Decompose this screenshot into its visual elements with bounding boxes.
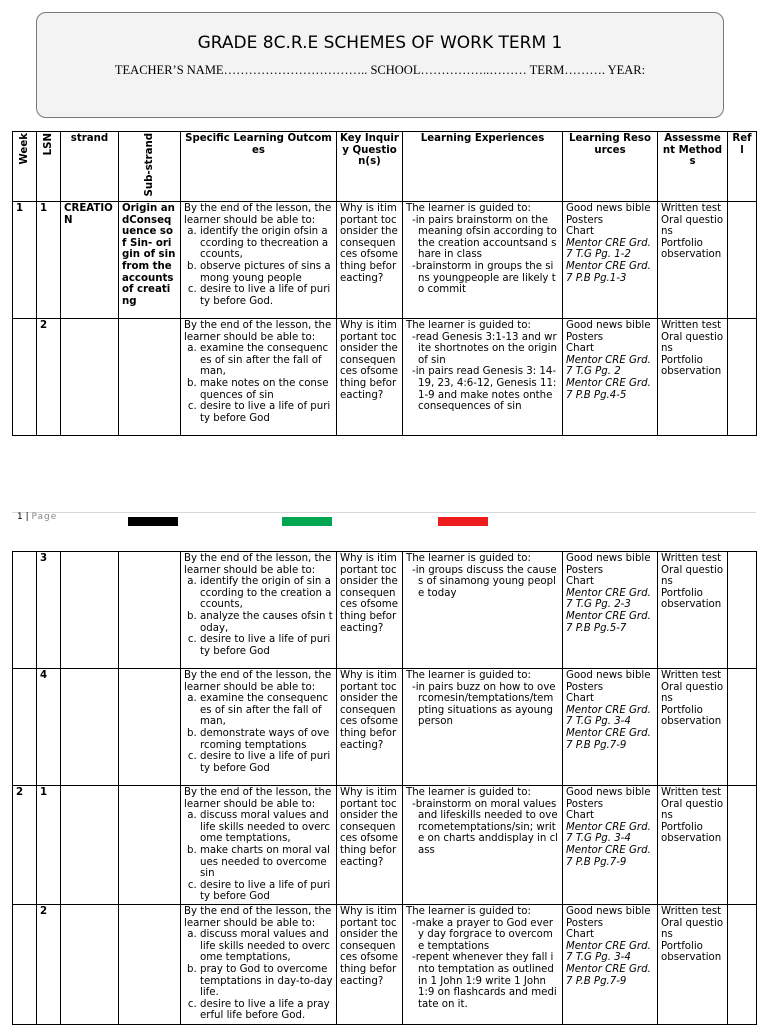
col-outcomes: Specific Learning Outcomes	[181, 132, 337, 202]
footer-black-bar	[128, 517, 178, 526]
assessment-item: Written test	[661, 670, 722, 681]
week-cell	[13, 319, 37, 436]
outcome-item: b. make charts on moral values needed to overcome sin	[200, 845, 333, 880]
experiences-cell	[403, 319, 563, 436]
resource-item: Good news bible	[566, 905, 651, 917]
outcome-item: c. desire to live a life of purity before God.	[200, 284, 333, 307]
assessment-cell	[658, 319, 728, 436]
substrand-cell	[119, 669, 181, 786]
outcomes-list	[184, 929, 333, 1022]
experiences-list	[406, 565, 559, 600]
outcome-item: a. identify the origin ofsin according to thecreation accounts,	[200, 226, 333, 261]
outcomes-cell	[181, 786, 337, 905]
outcome-item: c. desire to live a life of purity before God	[200, 634, 333, 657]
assessment-item: Portfolio	[661, 587, 703, 599]
footer-divider	[12, 512, 756, 513]
lesson-cell: 1	[37, 202, 61, 319]
resource-book-ref: Mentor CRE Grd.7 T.G Pg. 1-2	[566, 237, 651, 261]
resource-item: Posters	[566, 917, 604, 929]
teacher-info-line: TEACHER’S NAME…………………………….. SCHOOL……………..……… TERM………. YEAR:	[114, 63, 646, 77]
scheme-table-1	[12, 131, 757, 436]
assessment-item: observation	[661, 716, 722, 728]
experiences-list	[406, 332, 559, 413]
experience-item: - read Genesis 3:1-13 and write shortnotes on the origin of sin	[406, 332, 559, 367]
outcome-item: c. desire to live a life a prayerful life before God.	[200, 999, 333, 1022]
assessment-cell	[658, 904, 728, 1024]
experiences-cell	[403, 904, 563, 1024]
assessment-item: observation	[661, 833, 722, 845]
week-cell	[13, 552, 37, 669]
resources-cell	[563, 904, 658, 1024]
resource-book-ref: Mentor CRE Grd.7 P.B Pg.4-5	[566, 378, 651, 401]
assessment-item: Oral questions	[661, 917, 724, 941]
experiences-list	[406, 918, 559, 1011]
experience-item: - in groups discuss the causes of sinamong young people today	[406, 565, 559, 600]
assessment-item: Portfolio	[661, 237, 703, 249]
assessment-cell	[658, 786, 728, 905]
outcomes-intro: By the end of the lesson, the learner should be able to:	[184, 905, 332, 929]
outcome-item: c. desire to live a life of purity before God	[200, 880, 333, 903]
experience-item: - in pairs buzz on how to overcomesin/temptations/tempting situations as ayoung person	[406, 682, 559, 728]
assessment-item: observation	[661, 249, 722, 261]
outcomes-cell	[181, 669, 337, 786]
resource-book-ref: Mentor CRE Grd.7 P.B Pg.7-9	[566, 727, 651, 751]
resource-item: Chart	[566, 929, 594, 941]
outcomes-cell	[181, 552, 337, 669]
page-number: 1 | Page	[17, 512, 58, 522]
resource-item: Good news bible	[566, 670, 651, 681]
outcome-item: a. identify the origin of sin according to the creation accounts,	[200, 576, 333, 611]
col-assessment: Assessment Methods	[658, 132, 728, 202]
experiences-cell	[403, 552, 563, 669]
assessment-item: Written test	[661, 203, 722, 215]
reflection-cell	[728, 669, 757, 786]
table-row	[13, 669, 757, 786]
experiences-list	[406, 682, 559, 728]
resources-cell	[563, 669, 658, 786]
experience-item: - in pairs brainstorm on the meaning ofsin according to the creation accountsand share in class	[406, 215, 559, 261]
outcomes-list	[184, 226, 333, 307]
outcome-item: c. desire to live a life of purity before God	[200, 751, 333, 774]
table-row	[13, 319, 757, 436]
assessment-item: Oral questions	[661, 681, 724, 705]
resource-item: Chart	[566, 226, 594, 238]
assessment-item: Written test	[661, 787, 722, 798]
resource-item: Posters	[566, 681, 604, 693]
week-cell: 2	[13, 786, 37, 905]
outcome-item: b. pray to God to overcome temptations in day-to-day life.	[200, 964, 333, 999]
resource-item: Good news bible	[566, 787, 651, 798]
strand-cell	[61, 669, 119, 786]
page-title: GRADE 8C.R.E SCHEMES OF WORK TERM 1	[197, 33, 563, 53]
reflection-cell	[728, 904, 757, 1024]
experiences-intro: The learner is guided to:	[406, 203, 531, 215]
footer-green-bar	[282, 517, 332, 526]
outcome-item: b. observe pictures of sins among young people	[200, 261, 333, 284]
strand-cell	[61, 786, 119, 905]
assessment-item: Portfolio	[661, 704, 703, 716]
table-row	[13, 552, 757, 669]
resource-book-ref: Mentor CRE Grd.7 P.B Pg.1-3	[566, 261, 651, 284]
resources-cell	[563, 202, 658, 319]
resources-cell	[563, 319, 658, 436]
outcome-item: b. make notes on the consequences of sin	[200, 378, 333, 401]
assessment-item: Oral questions	[661, 564, 724, 588]
outcomes-list	[184, 693, 333, 774]
experiences-intro: The learner is guided to:	[406, 670, 531, 681]
lesson-cell: 1	[37, 786, 61, 905]
experience-item: - in pairs read Genesis 3: 14-19, 23, 4:6-12, Genesis 11:1-9 and make notes onthe consequences of sin	[406, 366, 559, 412]
resource-book-ref: Mentor CRE Grd.7 P.B Pg.5-7	[566, 610, 651, 634]
resource-book-ref: Mentor CRE Grd.7 T.G Pg. 3-4	[566, 940, 651, 964]
outcome-item: b. demonstrate ways of overcoming temptations	[200, 728, 333, 751]
assessment-item: Portfolio	[661, 940, 703, 952]
experiences-list	[406, 215, 559, 296]
table-row	[13, 786, 757, 905]
outcomes-list	[184, 810, 333, 903]
resource-item: Posters	[566, 331, 604, 343]
week-cell: 1	[13, 202, 37, 319]
col-key-question: Key Inquiry Question(s)	[337, 132, 403, 202]
resource-book-ref: Mentor CRE Grd.7 P.B Pg.7-9	[566, 844, 651, 868]
experiences-cell	[403, 202, 563, 319]
resource-book-ref: Mentor CRE Grd.7 T.G Pg. 2-3	[566, 587, 651, 611]
substrand-cell	[119, 552, 181, 669]
resource-item: Chart	[566, 343, 594, 355]
outcomes-cell	[181, 319, 337, 436]
table-row	[13, 904, 757, 1024]
reflection-cell	[728, 319, 757, 436]
assessment-item: Written test	[661, 905, 722, 917]
outcomes-intro: By the end of the lesson, the learner should be able to:	[184, 553, 332, 576]
experiences-cell	[403, 786, 563, 905]
substrand-cell: Origin andConsequence sof Sin- origin of sin from the accounts of creating	[119, 202, 181, 319]
outcome-item: a. examine the consequences of sin after the fall of man,	[200, 343, 333, 378]
assessment-cell	[658, 202, 728, 319]
resource-item: Chart	[566, 693, 594, 705]
strand-cell	[61, 319, 119, 436]
experiences-intro: The learner is guided to:	[406, 905, 531, 917]
table-row	[13, 202, 757, 319]
assessment-item: Written test	[661, 320, 722, 332]
experience-item: - make a prayer to God every day forgrace to overcome temptations	[406, 918, 559, 953]
substrand-cell	[119, 904, 181, 1024]
assessment-item: Oral questions	[661, 214, 724, 238]
footer-red-bar	[438, 517, 488, 526]
resource-item: Chart	[566, 810, 594, 822]
resource-item: Good news bible	[566, 553, 651, 564]
assessment-item: observation	[661, 599, 722, 611]
resource-item: Good news bible	[566, 203, 651, 215]
experiences-intro: The learner is guided to:	[406, 553, 531, 564]
experiences-intro: The learner is guided to:	[406, 787, 531, 798]
assessment-item: Oral questions	[661, 331, 724, 355]
outcomes-list	[184, 576, 333, 657]
resource-item: Posters	[566, 798, 604, 810]
key-question-cell: Why is itimportant toconsider theconsequences ofsomething beforeacting?	[337, 552, 403, 669]
lesson-cell: 4	[37, 669, 61, 786]
experiences-cell	[403, 669, 563, 786]
assessment-item: Portfolio	[661, 821, 703, 833]
outcome-item: a. examine the consequences of sin after the fall of man,	[200, 693, 333, 728]
key-question-cell: Why is itimportant toconsider theconsequences ofsomething beforeacting?	[337, 904, 403, 1024]
substrand-cell	[119, 786, 181, 905]
outcomes-cell	[181, 904, 337, 1024]
table-header-row	[13, 132, 757, 202]
outcome-item: a. discuss moral values and life skills needed to overcome temptations,	[200, 929, 333, 964]
col-resources: Learning Resources	[563, 132, 658, 202]
experience-item: - brainstorm in groups the sins youngpeople are likely to commit	[406, 261, 559, 296]
assessment-item: observation	[661, 366, 722, 378]
header-box	[36, 12, 724, 118]
col-reflection: Refl	[728, 132, 757, 202]
resource-item: Chart	[566, 576, 594, 588]
col-substrand: Sub-strand	[119, 132, 181, 202]
resources-cell	[563, 786, 658, 905]
lesson-cell: 2	[37, 904, 61, 1024]
resource-book-ref: Mentor CRE Grd.7 T.G Pg. 3-4	[566, 821, 651, 845]
resource-book-ref: Mentor CRE Grd.7 P.B Pg.7-9	[566, 963, 651, 987]
lesson-cell: 3	[37, 552, 61, 669]
strand-cell: CREATION	[61, 202, 119, 319]
reflection-cell	[728, 202, 757, 319]
col-week: Week	[13, 132, 37, 202]
assessment-item: Written test	[661, 553, 722, 564]
assessment-item: Portfolio	[661, 354, 703, 366]
resource-book-ref: Mentor CRE Grd.7 T.G Pg. 2	[566, 354, 651, 378]
resource-book-ref: Mentor CRE Grd.7 T.G Pg. 3-4	[566, 704, 651, 728]
experiences-intro: The learner is guided to:	[406, 320, 531, 332]
resources-cell	[563, 552, 658, 669]
key-question-cell: Why is itimportant toconsider theconsequences ofsomething beforeacting?	[337, 319, 403, 436]
outcomes-cell	[181, 202, 337, 319]
key-question-cell: Why is itimportant toconsider theconsequences ofsomething beforeacting?	[337, 786, 403, 905]
reflection-cell	[728, 552, 757, 669]
outcomes-intro: By the end of the lesson, the learner should be able to:	[184, 670, 332, 693]
lesson-cell: 2	[37, 319, 61, 436]
scheme-table-2	[12, 551, 757, 1025]
experiences-list	[406, 799, 559, 857]
resource-item: Posters	[566, 214, 604, 226]
strand-cell	[61, 552, 119, 669]
assessment-cell	[658, 552, 728, 669]
outcomes-list	[184, 343, 333, 424]
outcome-item: c. desire to live a life of purity before God	[200, 401, 333, 424]
assessment-item: Oral questions	[661, 798, 724, 822]
experience-item: - repent whenever they fall into temptation as outlined in 1 John 1:9 write 1 John 1:9 on flashcards and meditate on it.	[406, 952, 559, 1010]
outcomes-intro: By the end of the lesson, the learner should be able to:	[184, 787, 332, 810]
assessment-cell	[658, 669, 728, 786]
substrand-cell	[119, 319, 181, 436]
col-experiences: Learning Experiences	[403, 132, 563, 202]
strand-cell	[61, 904, 119, 1024]
outcome-item: b. analyze the causes ofsin today,	[200, 611, 333, 634]
reflection-cell	[728, 786, 757, 905]
resource-item: Posters	[566, 564, 604, 576]
key-question-cell: Why is itimportant toconsider theconsequences ofsomething beforeacting?	[337, 202, 403, 319]
outcomes-intro: By the end of the lesson, the learner should be able to:	[184, 203, 332, 226]
col-strand: strand	[61, 132, 119, 202]
col-lsn: LSN	[37, 132, 61, 202]
outcomes-intro: By the end of the lesson, the learner should be able to:	[184, 320, 332, 343]
week-cell	[13, 904, 37, 1024]
key-question-cell: Why is itimportant toconsider theconsequences ofsomething beforeacting?	[337, 669, 403, 786]
outcome-item: a. discuss moral values and life skills needed to overcome temptations,	[200, 810, 333, 845]
week-cell	[13, 669, 37, 786]
assessment-item: observation	[661, 952, 722, 964]
resource-item: Good news bible	[566, 320, 651, 332]
experience-item: - brainstorm on moral values and lifeskills needed to overcometemptations/sin; write on charts anddisplay in class	[406, 799, 559, 857]
